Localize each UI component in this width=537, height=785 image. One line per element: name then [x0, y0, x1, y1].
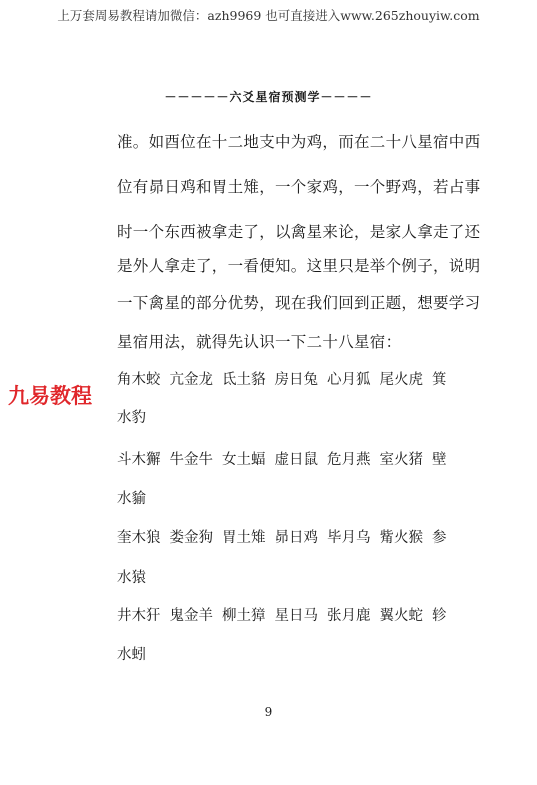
star-name: 室火猪 — [379, 452, 423, 468]
star-name: 房日兔 — [274, 372, 318, 388]
star-name: 井木犴 — [117, 608, 161, 624]
star-name: 角木蛟 — [117, 372, 161, 388]
star-name: 危月燕 — [327, 452, 371, 468]
page-header: 上万套周易教程请加微信：azh9969 也可直接进入www.265zhouyiw.com — [57, 8, 480, 23]
star-name: 尾火虎 — [379, 372, 423, 388]
star-row — [117, 526, 456, 547]
star-name: 轸 — [432, 608, 447, 624]
star-name: 箕 — [432, 372, 447, 388]
star-name: 张月鹿 — [327, 608, 371, 624]
star-name: 虚日鼠 — [274, 452, 318, 468]
chapter-title: －－－－－六爻星宿预测学－－－－ — [164, 90, 373, 104]
star-name: 壁 — [432, 452, 447, 468]
star-name: 氐土貉 — [222, 372, 266, 388]
paragraph-line: 星宿用法，就得先认识一下二十八星宿： — [117, 333, 402, 351]
star-row-continuation: 水猿 — [117, 570, 146, 586]
star-name: 心月狐 — [327, 372, 371, 388]
star-name: 胃土雉 — [222, 530, 266, 546]
star-name: 奎木狼 — [117, 530, 161, 546]
star-name: 亢金龙 — [169, 372, 213, 388]
star-row-continuation: 水豹 — [117, 410, 146, 426]
watermark-logo: 九易教程 — [8, 384, 92, 408]
star-name: 翼火蛇 — [379, 608, 423, 624]
paragraph-line: 位有昴日鸡和胃土雉，一个家鸡，一个野鸡，若占事 — [117, 178, 481, 196]
paragraph-line: 是外人拿走了，一看便知。这里只是举个例子，说明 — [117, 257, 481, 275]
star-name: 斗木獬 — [117, 452, 161, 468]
star-name: 昴日鸡 — [274, 530, 318, 546]
star-name: 牛金牛 — [169, 452, 213, 468]
star-row-continuation: 水蚓 — [117, 647, 146, 663]
star-name: 觜火猴 — [379, 530, 423, 546]
star-row — [117, 448, 456, 469]
paragraph-line: 一下禽星的部分优势，现在我们回到正题，想要学习 — [117, 294, 481, 312]
star-name: 女土蝠 — [222, 452, 266, 468]
star-name: 鬼金羊 — [169, 608, 213, 624]
star-row-continuation: 水貐 — [117, 491, 146, 507]
star-name: 参 — [432, 530, 447, 546]
star-row — [117, 604, 456, 625]
star-row — [117, 368, 456, 389]
star-name: 毕月乌 — [327, 530, 371, 546]
page-number: 9 — [264, 705, 273, 719]
star-name: 娄金狗 — [169, 530, 213, 546]
paragraph-line: 时一个东西被拿走了，以禽星来论，是家人拿走了还 — [117, 223, 481, 241]
star-name: 柳土獐 — [222, 608, 266, 624]
star-name: 星日马 — [274, 608, 318, 624]
paragraph-line: 准。如酉位在十二地支中为鸡，而在二十八星宿中西 — [117, 133, 481, 151]
